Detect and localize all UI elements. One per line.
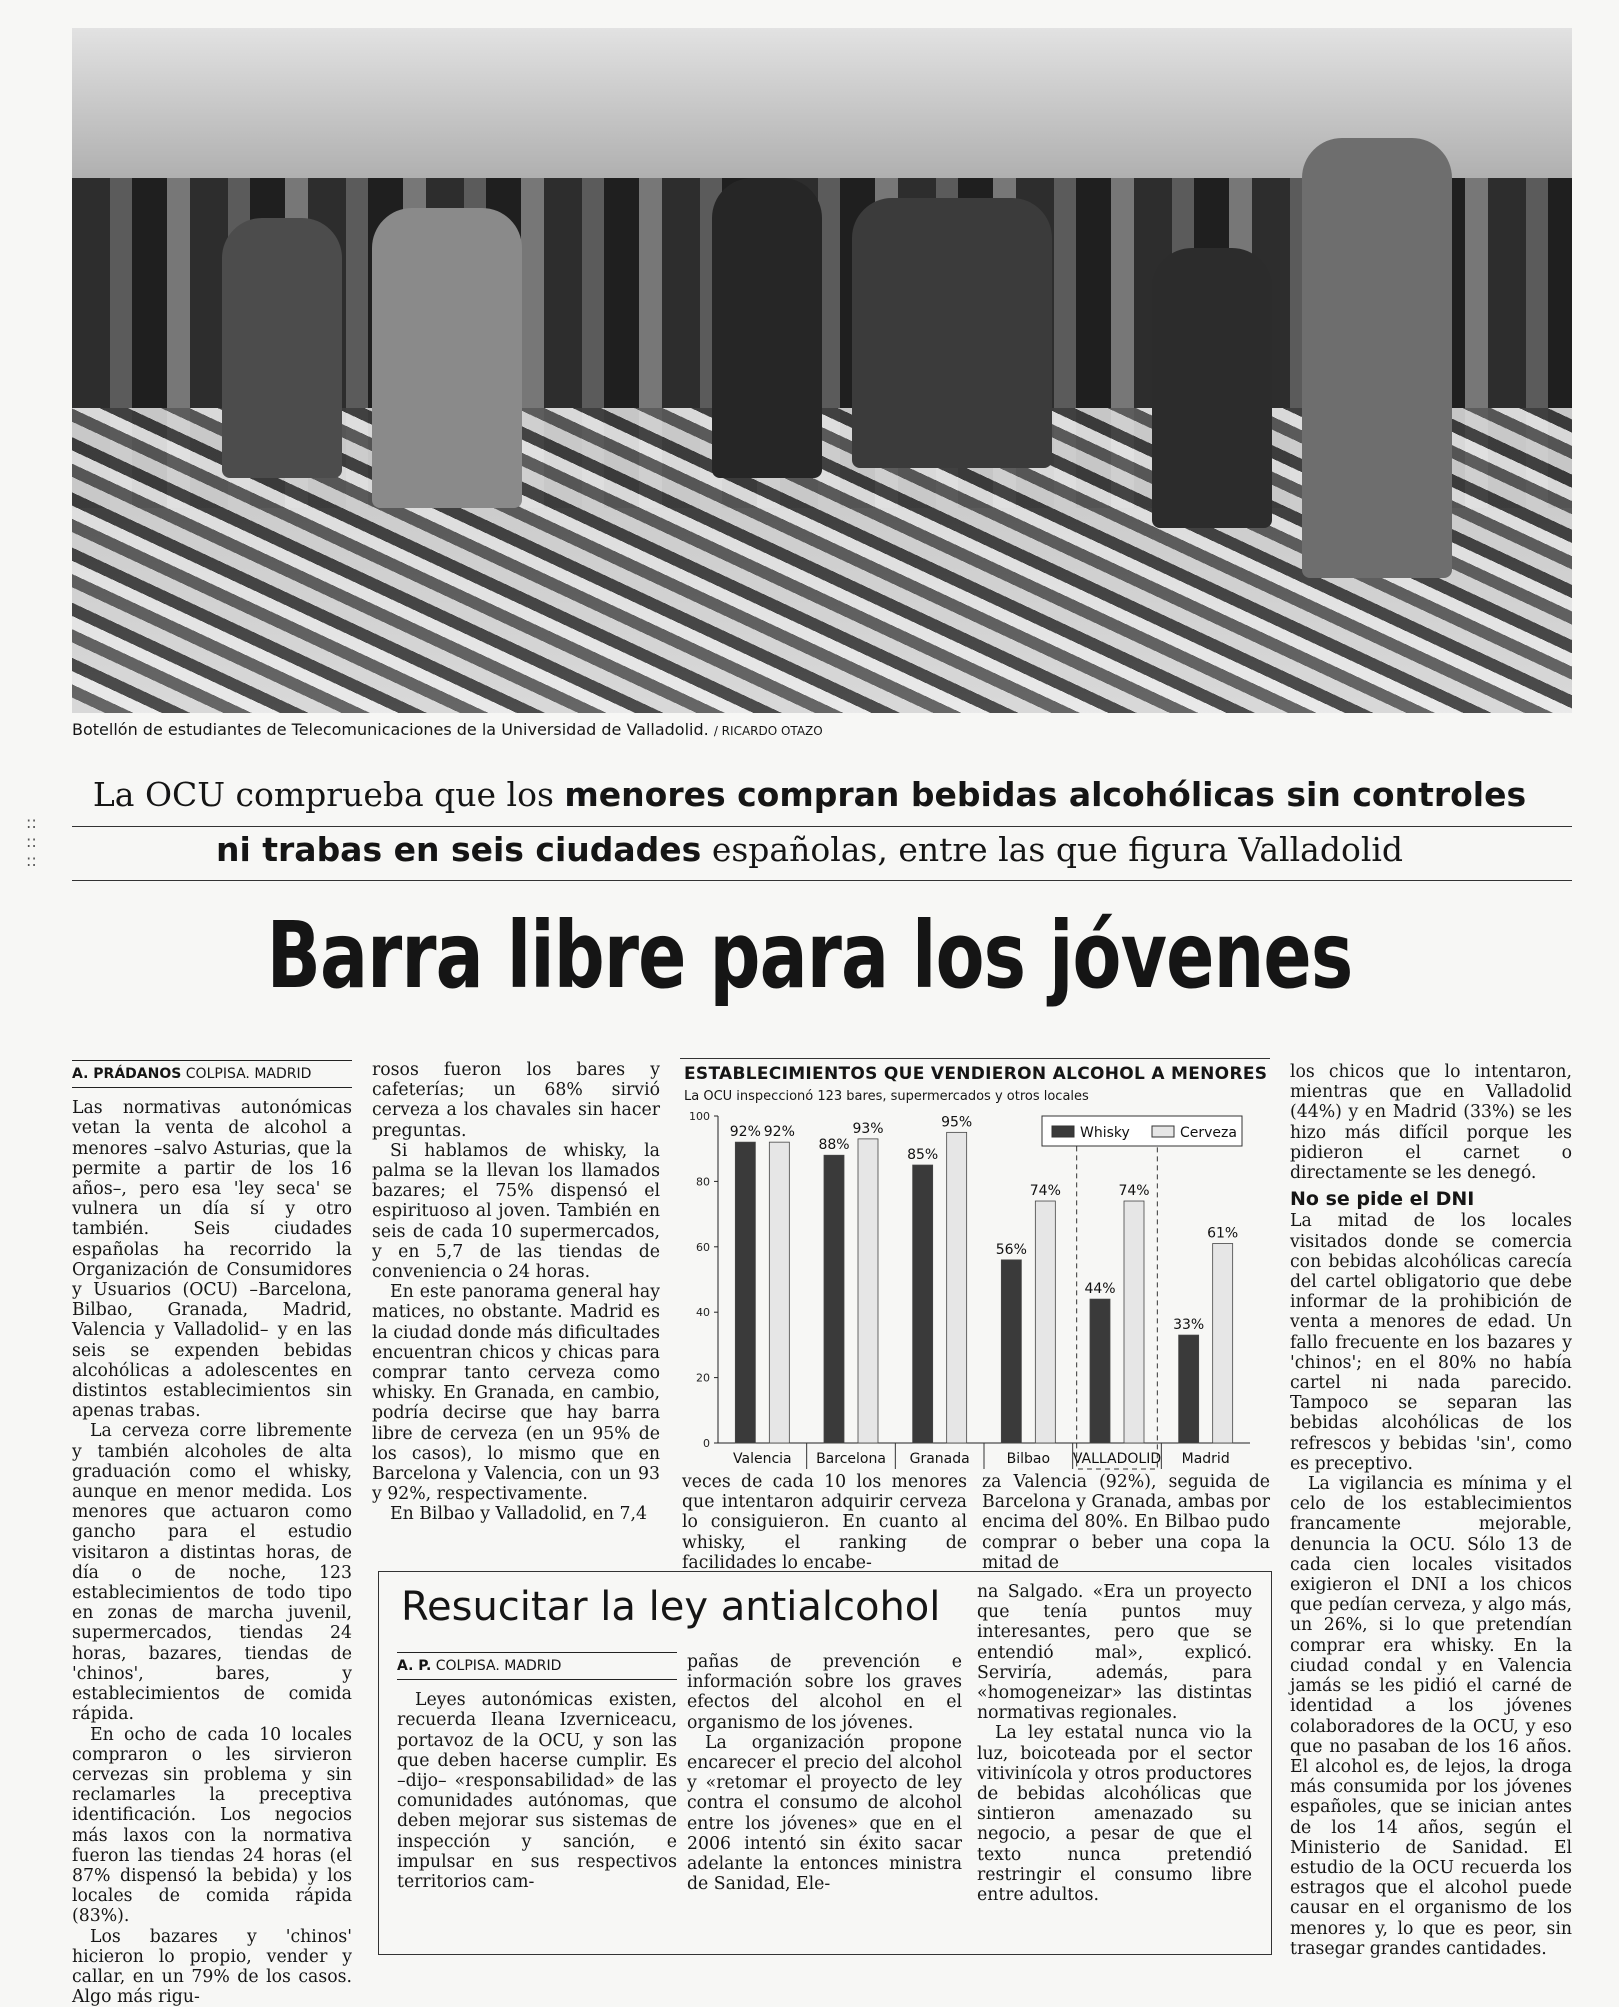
headline: Barra libre para los jóvenes [266, 902, 1353, 1009]
bar-cerveza [769, 1142, 789, 1443]
category-label: VALLADOLID [1072, 1451, 1162, 1467]
deck-rule [72, 880, 1572, 881]
article-col-5: los chicos que lo intentaron, mientras que en Valladolid (44%) y en Madrid (33%) se les hizo más difícil porque les pidieron el carnet o directamente se les denegó. No se pide el DNI La mitad de los locales visitados donde se comercia con bebidas alcohólicas carecía del cartel obligatorio que debe informar de la prohibición de venta a menores de edad. Un fallo frecuente en los bazares y 'chinos'; en el 80% no había cartel ni nada parecido. Tampoco se separan las bebidas alcohólicas de los refrescos y bebidas 'sin', como es preceptivo. La vigilancia es mínima y el celo de los establecimientos francamente mejorable, denuncia la OCU. Sólo 13 de cada cien locales visitados exigieron el DNI a los chicos que pedían cerveza, y algo más, un 26%, si lo que pretendían comprar era whisky. En la ciudad condal y en Valencia jamás se les pidió el carné de identidad a los jóvenes colaboradores de la OCU, y eso que no pasaban de los 16 años. El alcohol es, de lejos, la droga más consumida por los jóvenes españoles, que se inician antes de los 14 años, según el Ministerio de Sanidad. El estudio de la OCU recuerda los estragos que el alcohol puede causar en el organismo de los menores y, lo que es peor, sin trasegar grandes cantidades. [1290, 1062, 1572, 1959]
byline: A. PRÁDANOS COLPISA. MADRID [72, 1060, 352, 1088]
article-col-1: A. PRÁDANOS COLPISA. MADRID Las normativas autonómicas vetan la venta de alcohol a menores –salvo Asturias, que la permite a partir de los 16 años–, pero esa 'ley seca' se vulnera un día sí y otro también. Seis ciudades españolas ha recorrido la Organización de Consumidores y Usuarios (OCU) –Barcelona, Bilbao, Granada, Madrid, Valencia y Valladolid– y en las seis se expenden bebidas alcohólicas a adolescentes en distintos establecimientos sin apenas trabas. La cerveza corre libremente y también alcoholes de alta graduación como el whisky, aunque en menor medida. Los menores que actuaron como gancho para el estudio visitaron a distintas horas, de día o de noche, 123 establecimientos de todo tipo en zonas de marcha juvenil, supermercados, tiendas 24 horas, bazares, tiendas de 'chinos', bares, y establecimientos de comida rápida. En ocho de cada 10 locales compraron o les sirvieron cervezas sin problema y sin reclamarles la preceptiva identificación. Los negocios más laxos con la normativa fueron las tiendas 24 horas (el 87% dispensó la bebida) y los locales de comida rápida (83%). Los bazares y 'chinos' hicieron lo propio, vender y callar, en un 79% de los casos. Algo más rigu- [72, 1060, 352, 2007]
y-tick-label: 60 [696, 1240, 710, 1254]
y-tick-label: 80 [696, 1175, 710, 1189]
data-label: 74% [1118, 1183, 1150, 1200]
data-label: 33% [1173, 1317, 1205, 1334]
sidebar-title: Resucitar la ley antialcohol [401, 1584, 941, 1630]
sidebar-col-1: A. P. COLPISA. MADRID Leyes autonómicas existen, recuerda Ileana Izverniceacu, portavoz de la OCU, y son las que deben hacerse cumplir. Es –dijo– «responsabilidad» de las comunidades autónomas, que deben mejorar sus sistemas de inspección y sanción, e impulsar en sus respectivos territorios cam- [397, 1652, 677, 1892]
bar-cerveza [1035, 1201, 1055, 1443]
photo-credit: / RICARDO OTAZO [713, 724, 823, 738]
sidebar-byline: A. P. COLPISA. MADRID [397, 1652, 677, 1680]
deck-rule [72, 826, 1572, 827]
y-tick-label: 20 [696, 1371, 710, 1385]
chart-title: ESTABLECIMIENTOS QUE VENDIERON ALCOHOL A MENORES [684, 1064, 1268, 1084]
category-label: Bilbao [1006, 1451, 1051, 1467]
article-col-2: rosos fueron los bares y cafeterías; un 68% sirvió cerveza a los chavales sin hacer preguntas. Si hablamos de whisky, la palma se la llevan los llamados bazares; el 75% dispensó el espirituoso al joven. También en seis de cada 10 supermercados, y en 5,7 de las tiendas de conveniencia o 24 horas. En este panorama general hay matices, no obstante. Madrid es la ciudad donde más dificultades encuentran chicos y chicas para comprar tanto cerveza como whisky. En Granada, en cambio, podría decirse que hay barra libre de cerveza (en un 95% de los casos), lo mismo que en Barcelona y Valencia, con un 93 y 92%, respectivamente. En Bilbao y Valladolid, en 7,4 [372, 1060, 660, 1525]
data-label: 44% [1084, 1281, 1116, 1298]
bar-whisky [1090, 1299, 1110, 1443]
sidebar-col-3: na Salgado. «Era un proyecto que tenía puntos muy interesantes, pero que se entendió mal», explicó. Serviría, además, para «homogeneizar» las distintas normativas regionales. La ley estatal nunca vio la luz, boicoteada por el sector vitivinícola y otros productores de bebidas alcohólicas que sintieron amenazado su negocio, a pesar de que el texto nunca pretendió restringir el consumo libre entre adultos. [977, 1582, 1252, 1906]
data-label: 93% [852, 1120, 884, 1137]
bar-cerveza [1213, 1244, 1233, 1443]
bar-whisky [735, 1142, 755, 1443]
bar-cerveza [858, 1139, 878, 1443]
y-tick-label: 100 [689, 1110, 710, 1123]
sales-chart [680, 1058, 1270, 1468]
deck-line-1: La OCU comprueba que los menores compran bebidas alcohólicas sin controles [92, 775, 1527, 814]
chart-subtitle: La OCU inspeccionó 123 bares, supermercados y otros locales [684, 1089, 1089, 1104]
legend-swatch [1052, 1126, 1074, 1137]
data-label: 92% [729, 1124, 761, 1141]
data-label: 95% [941, 1114, 973, 1131]
sidebar-col-2: pañas de prevención e información sobre los graves efectos del alcohol en el organismo de los jóvenes. La organización propone encarecer el precio del alcohol y «retomar el proyecto de ley contra el consumo de alcohol entre los jóvenes» que en el 2006 intentó sin éxito sacar adelante la entonces ministra de Sanidad, Ele- [687, 1652, 962, 1895]
deck-line-2: ni trabas en seis ciudades españolas, entre las que figura Valladolid [215, 830, 1404, 869]
data-label: 92% [763, 1124, 795, 1141]
legend-swatch [1152, 1126, 1174, 1137]
data-label: 61% [1207, 1225, 1239, 1242]
data-label: 74% [1029, 1183, 1061, 1200]
news-photo [72, 28, 1572, 713]
legend-label: Whisky [1080, 1125, 1130, 1141]
chart-plot [680, 1108, 1270, 1478]
article-col-3: veces de cada 10 los menores que intentaron adquirir cerveza lo consiguieron. En cuanto al whisky, el ranking de facilidades lo encabe- [682, 1472, 967, 1573]
subhead: No se pide el DNI [1290, 1188, 1475, 1211]
bar-whisky [824, 1155, 844, 1443]
bar-whisky [913, 1165, 933, 1443]
data-label: 56% [995, 1241, 1027, 1258]
article-col-4: za Valencia (92%), seguida de Barcelona y Granada, ambas por encima del 80%. En Bilbao pudo comprar o beber una copa la mitad de [982, 1472, 1270, 1573]
margin-marks: :: :: :: [26, 813, 37, 870]
category-label: Madrid [1181, 1451, 1230, 1467]
y-tick-label: 0 [703, 1437, 710, 1450]
legend-label: Cerveza [1180, 1125, 1237, 1141]
bar-cerveza [1124, 1201, 1144, 1443]
y-tick-label: 40 [696, 1306, 710, 1320]
category-label: Valencia [733, 1451, 792, 1467]
category-label: Granada [909, 1451, 970, 1467]
bar-cerveza [947, 1132, 967, 1443]
bar-whisky [1001, 1260, 1021, 1443]
category-label: Barcelona [816, 1451, 886, 1467]
bar-whisky [1179, 1335, 1199, 1443]
data-label: 88% [818, 1137, 850, 1154]
data-label: 85% [907, 1147, 939, 1164]
sidebar-box [378, 1571, 1272, 1955]
photo-caption: Botellón de estudiantes de Telecomunicaciones de la Universidad de Valladolid. / RICARDO OTAZO [72, 720, 823, 739]
